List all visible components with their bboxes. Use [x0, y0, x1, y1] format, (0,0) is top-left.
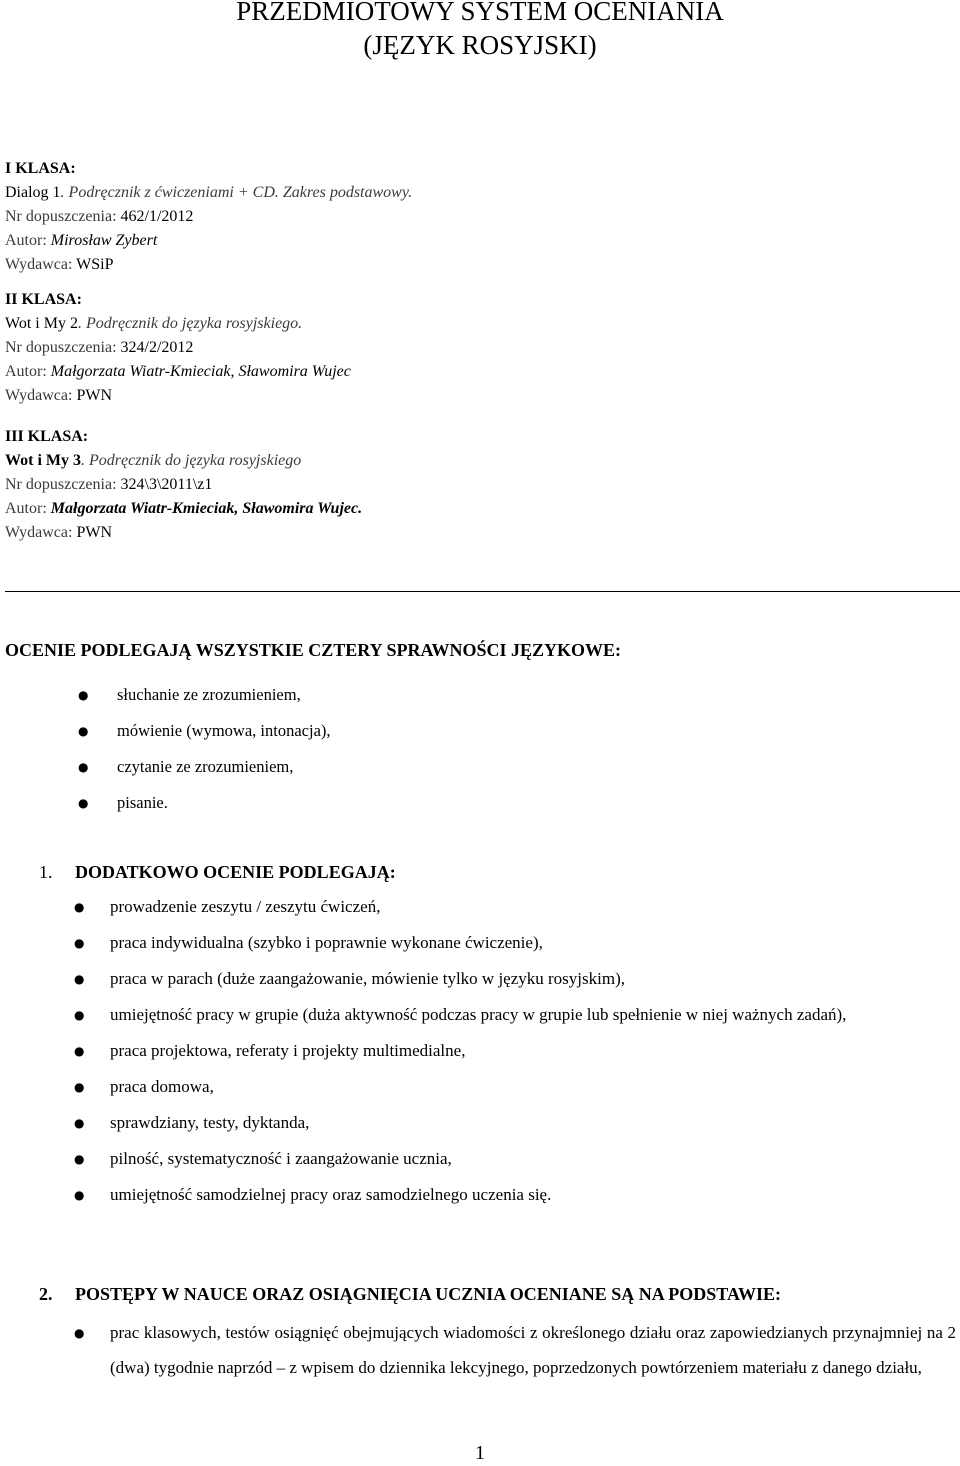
author-line [5, 360, 351, 384]
approval-number-value: 462/1/2012 [120, 208, 194, 225]
approval-number-label: Nr dopuszczenia: [5, 339, 121, 356]
book-description: . Podręcznik do języka rosyjskiego. [77, 315, 303, 332]
skills-heading: OCENIE PODLEGAJĄ WSZYSTKIE CZTERY SPRAWNOŚCI JĘZYKOWE: [5, 640, 621, 660]
list-item-text: słuchanie ze zrozumieniem, [117, 685, 301, 704]
textbook-block-klasa-3 [5, 425, 362, 545]
document-title-line-1: PRZEDMIOTOWY SYSTEM OCENIANIA [236, 0, 724, 26]
approval-number-value: 324/2/2012 [120, 339, 194, 356]
section-1-list [74, 895, 956, 1219]
list-item [74, 1147, 956, 1171]
list-item-text: prac klasowych, testów osiągnięć obejmujących wiadomości z określonego działu oraz zapowiedzianych przynajmniej na 2 (dwa) tygodnie naprzód – z wpisem do dziennika lekcyjnego, poprzedzonych powtórzeniem materiału z danego działu, [110, 1323, 956, 1377]
approval-number-value: 324\3\2011\z1 [120, 476, 213, 493]
author-line [5, 229, 412, 253]
list-item [74, 1039, 956, 1063]
book-description: . Podręcznik z ćwiczeniami + CD. Zakres podstawowy. [60, 184, 413, 201]
section-2-list [74, 1316, 956, 1385]
list-item [74, 1075, 956, 1099]
author-value: Małgorzata Wiatr-Kmieciak, Sławomira Wujec. [50, 500, 363, 517]
author-label: Autor: [5, 363, 51, 380]
approval-number-line [5, 473, 362, 497]
list-item-text: praca projektowa, referaty i projekty multimedialne, [110, 1041, 466, 1060]
bullet-icon: ● [78, 796, 89, 810]
list-item-text: pilność, systematyczność i zaangażowanie ucznia, [110, 1149, 452, 1168]
section-number: 1. [39, 862, 53, 882]
approval-number-line [5, 205, 412, 229]
klasa-label: III KLASA: [5, 428, 89, 445]
list-item-text: mówienie (wymowa, intonacja), [117, 721, 331, 740]
approval-number-label: Nr dopuszczenia: [5, 208, 121, 225]
book-line [5, 449, 362, 473]
bullet-icon: ● [74, 1044, 85, 1058]
list-item [74, 931, 956, 955]
list-item-text: sprawdziany, testy, dyktanda, [110, 1113, 310, 1132]
publisher-value: PWN [76, 387, 113, 404]
author-value: Małgorzata Wiatr-Kmieciak, Sławomira Wujec [50, 363, 351, 380]
book-title: Wot i My 2 [5, 315, 78, 332]
textbook-block-klasa-2 [5, 288, 351, 408]
section-number: 2. [39, 1284, 53, 1304]
list-item-text: umiejętność pracy w grupie (duża aktywność podczas pracy w grupie lub spełnienie w niej ważnych zadań), [110, 1005, 847, 1024]
list-item-text: prowadzenie zeszytu / zeszytu ćwiczeń, [110, 897, 381, 916]
horizontal-divider [5, 591, 960, 592]
list-item [74, 997, 956, 1033]
publisher-line [5, 253, 412, 277]
list-item-text: praca domowa, [110, 1077, 214, 1096]
author-label: Autor: [5, 232, 51, 249]
book-title: Dialog 1 [5, 184, 61, 201]
list-item [78, 719, 331, 743]
list-item [78, 683, 331, 707]
bullet-icon: ● [74, 1188, 85, 1202]
publisher-label: Wydawca: [5, 387, 77, 404]
publisher-line [5, 384, 351, 408]
list-item-text: pisanie. [117, 793, 168, 812]
list-item [74, 967, 956, 991]
bullet-icon: ● [78, 688, 89, 702]
section-1-heading [39, 860, 396, 884]
author-label: Autor: [5, 500, 51, 517]
list-item [74, 1316, 956, 1385]
publisher-label: Wydawca: [5, 524, 77, 541]
publisher-line [5, 521, 362, 545]
list-item [78, 755, 331, 779]
book-title: Wot i My 3 [5, 452, 81, 469]
book-line [5, 312, 351, 336]
author-line [5, 497, 362, 521]
list-item-text: czytanie ze zrozumieniem, [117, 757, 294, 776]
list-item [74, 1183, 956, 1207]
bullet-icon: ● [74, 972, 85, 986]
bullet-icon: ● [74, 1152, 85, 1166]
list-item [78, 791, 331, 815]
approval-number-line [5, 336, 351, 360]
list-item-text: umiejętność samodzielnej pracy oraz samodzielnego uczenia się. [110, 1185, 552, 1204]
author-value: Mirosław Zybert [50, 232, 158, 249]
section-heading-text: DODATKOWO OCENIE PODLEGAJĄ: [75, 862, 396, 882]
list-item-text: praca indywidualna (szybko i poprawnie wykonane ćwiczenie), [110, 933, 543, 952]
klasa-label: I KLASA: [5, 160, 76, 177]
list-item [74, 1111, 956, 1135]
bullet-icon: ● [74, 900, 85, 914]
publisher-value: PWN [76, 524, 113, 541]
list-item [74, 895, 956, 919]
textbook-block-klasa-1 [5, 157, 412, 277]
bullet-icon: ● [74, 1116, 85, 1130]
bullet-icon: ● [74, 1326, 85, 1340]
skills-list [78, 683, 331, 827]
list-item-text: praca w parach (duże zaangażowanie, mówienie tylko w języku rosyjskim), [110, 969, 625, 988]
publisher-label: Wydawca: [5, 256, 77, 273]
klasa-label: II KLASA: [5, 291, 82, 308]
bullet-icon: ● [74, 1080, 85, 1094]
document-title-line-2: (JĘZYK ROSYJSKI) [363, 30, 597, 60]
bullet-icon: ● [74, 1008, 85, 1022]
book-description: . Podręcznik do języka rosyjskiego [81, 452, 302, 469]
publisher-value: WSiP [76, 256, 114, 273]
section-2-heading [39, 1282, 781, 1306]
bullet-icon: ● [78, 724, 89, 738]
approval-number-label: Nr dopuszczenia: [5, 476, 121, 493]
bullet-icon: ● [78, 760, 89, 774]
book-line [5, 181, 412, 205]
page-number: 1 [475, 1442, 485, 1464]
section-heading-text: POSTĘPY W NAUCE ORAZ OSIĄGNIĘCIA UCZNIA OCENIANE SĄ NA PODSTAWIE: [75, 1284, 781, 1304]
bullet-icon: ● [74, 936, 85, 950]
